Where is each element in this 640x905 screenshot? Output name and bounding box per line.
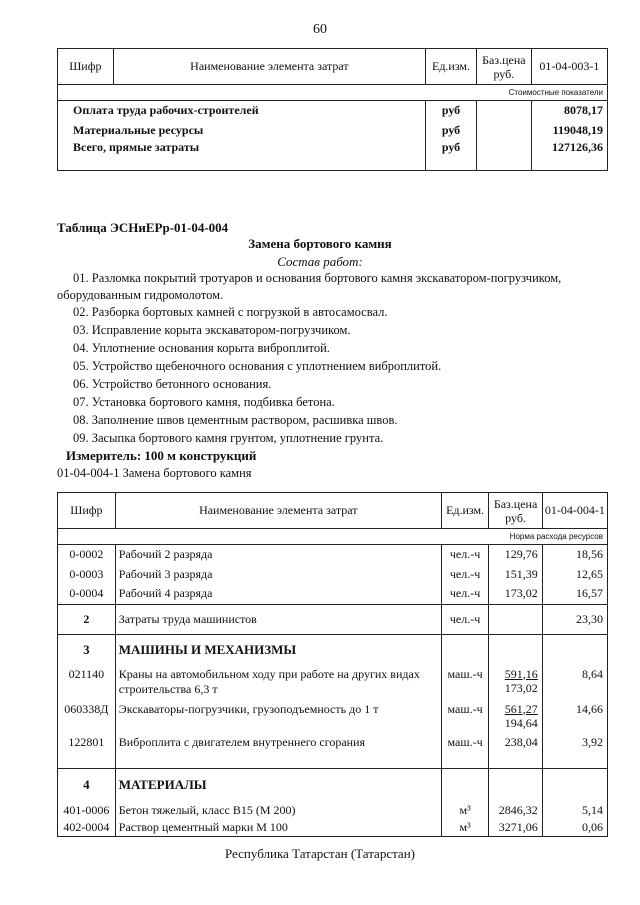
- row-price: 2846,32: [489, 801, 542, 820]
- row-unit: м³: [441, 820, 489, 837]
- cost-row-value: 127126,36: [531, 140, 607, 171]
- section-subheading: Состав работ:: [277, 254, 363, 269]
- row-name: Бетон тяжелый, класс В15 (М 200): [115, 801, 441, 820]
- cost-row-unit: руб: [426, 121, 477, 140]
- row-unit: чел.-ч: [441, 545, 489, 565]
- work-item: 09. Засыпка бортового камня грунтом, уплотнение грунта.: [73, 431, 384, 445]
- row-code: 401-0006: [58, 801, 116, 820]
- page-number: 60: [313, 22, 327, 37]
- row-price: 561,27: [504, 701, 538, 716]
- cost-row-unit: руб: [426, 140, 477, 171]
- section-code: 4: [58, 769, 116, 801]
- row-price: 129,76: [489, 545, 542, 565]
- row-code: 0-0004: [58, 584, 116, 605]
- row-price: 173,02: [489, 584, 542, 605]
- row-code: 402-0004: [58, 820, 116, 837]
- section-code: 3: [58, 635, 116, 665]
- row-unit: маш.-ч: [441, 665, 489, 701]
- header-name: Наименование элемента затрат: [113, 49, 425, 85]
- row-name: Виброплита с двигателем внутреннего сгорания: [115, 735, 441, 769]
- work-item: 08. Заполнение швов цементным раствором, расшивка швов.: [73, 413, 398, 427]
- cost-row-value: 119048,19: [531, 121, 607, 140]
- row-unit: маш.-ч: [441, 735, 489, 769]
- cost-row-name: Оплата труда рабочих-строителей: [58, 101, 426, 121]
- row-value: 12,65: [542, 565, 607, 584]
- header-base-price: Баз.цена руб.: [476, 49, 531, 85]
- table-title: Таблица ЭСНиЕРр-01-04-004: [57, 220, 229, 235]
- subheader: Норма расхода ресурсов: [58, 529, 608, 545]
- row-unit: чел.-ч: [441, 605, 489, 635]
- work-item: 07. Установка бортового камня, подбивка бетона.: [73, 395, 335, 409]
- section-name: МАШИНЫ И МЕХАНИЗМЫ: [115, 635, 441, 665]
- cost-row-name: Всего, прямые затраты: [58, 140, 426, 171]
- row-price: 238,04: [489, 735, 542, 769]
- section-name: МАТЕРИАЛЫ: [115, 769, 441, 801]
- cost-row-name: Материальные ресурсы: [58, 121, 426, 140]
- row-code: 0-0003: [58, 565, 116, 584]
- row-price: 151,39: [489, 565, 542, 584]
- section-heading: Замена бортового камня: [248, 236, 392, 251]
- work-item: 02. Разборка бортовых камней с погрузкой в автосамосвал.: [73, 305, 388, 319]
- row-value: 0,06: [542, 820, 607, 837]
- row-name: Краны на автомобильном ходу при работе на других видах строительства 6,3 т: [115, 665, 441, 701]
- row-code: 060338Д: [58, 701, 116, 735]
- work-item: 03. Исправление корыта экскаватором-погрузчиком.: [73, 323, 351, 337]
- cost-row-value: 8078,17: [531, 101, 607, 121]
- row-value: 23,30: [542, 605, 607, 635]
- row-unit: чел.-ч: [441, 584, 489, 605]
- row-price: 3271,06: [489, 820, 542, 837]
- header-col-id: 01-04-004-1: [542, 493, 607, 529]
- work-item: 04. Уплотнение основания корыта виброплитой.: [73, 341, 330, 355]
- cost-summary-table: [57, 48, 608, 171]
- row-name: Рабочий 2 разряда: [115, 545, 441, 565]
- row-value: 16,57: [542, 584, 607, 605]
- row-code: 021140: [58, 665, 116, 701]
- row-price-alt: 194,64: [504, 715, 538, 730]
- row-value: 18,56: [542, 545, 607, 565]
- row-value: 14,66: [542, 701, 607, 735]
- row-unit: чел.-ч: [441, 565, 489, 584]
- row-name: Экскаваторы-погрузчики, грузоподъемность до 1 т: [115, 701, 441, 735]
- subheader: Стоимостные показатели: [58, 85, 608, 101]
- row-value: 5,14: [542, 801, 607, 820]
- page-footer: Республика Татарстан (Татарстан): [225, 846, 415, 861]
- work-item: 06. Устройство бетонного основания.: [73, 377, 272, 391]
- item-title: 01-04-004-1 Замена бортового камня: [57, 466, 252, 480]
- row-unit: маш.-ч: [441, 701, 489, 735]
- row-price-alt: 173,02: [504, 680, 538, 695]
- resource-table: [57, 492, 608, 837]
- work-item: 01. Разломка покрытий тротуаров и основания бортового камня экскаватором-погрузчиком,: [73, 271, 562, 285]
- row-unit: м³: [441, 801, 489, 820]
- header-code: Шифр: [58, 49, 114, 85]
- row-price: 591,16: [504, 666, 538, 681]
- header-unit: Ед.изм.: [441, 493, 489, 529]
- work-item: 05. Устройство щебеночного основания с уплотнением виброплитой.: [73, 359, 442, 373]
- cost-row-unit: руб: [426, 101, 477, 121]
- row-name: Раствор цементный марки М 100: [115, 820, 441, 837]
- row-code: 2: [58, 605, 116, 635]
- row-name: Рабочий 4 разряда: [115, 584, 441, 605]
- header-name: Наименование элемента затрат: [115, 493, 441, 529]
- row-code: 0-0002: [58, 545, 116, 565]
- header-col-id: 01-04-003-1: [531, 49, 607, 85]
- header-code: Шифр: [58, 493, 116, 529]
- row-name: Рабочий 3 разряда: [115, 565, 441, 584]
- row-value: 8,64: [542, 665, 607, 701]
- row-name: Затраты труда машинистов: [115, 605, 441, 635]
- row-value: 3,92: [542, 735, 607, 769]
- meter: Измеритель: 100 м конструкций: [66, 448, 257, 463]
- row-code: 122801: [58, 735, 116, 769]
- work-item: оборудованным гидромолотом.: [57, 288, 224, 302]
- header-unit: Ед.изм.: [426, 49, 477, 85]
- header-base-price: Баз.цена руб.: [489, 493, 542, 529]
